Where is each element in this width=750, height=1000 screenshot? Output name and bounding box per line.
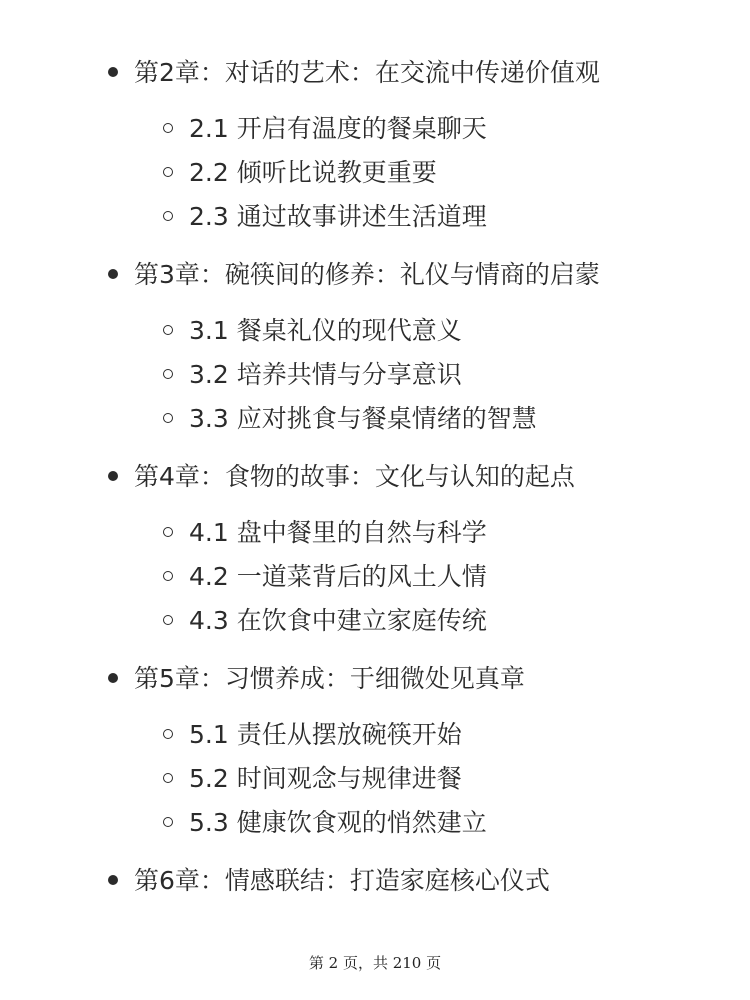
section-title: 4.3 在饮食中建立家庭传统: [189, 606, 487, 635]
chapter-title: 第3章：碗筷间的修养：礼仪与情商的启蒙: [134, 260, 600, 289]
hollow-bullet-icon: [163, 773, 173, 783]
filled-bullet-icon: [108, 471, 118, 481]
filled-bullet-icon: [108, 67, 118, 77]
chapter-title: 第2章：对话的艺术：在交流中传递价值观: [134, 58, 600, 87]
filled-bullet-icon: [108, 269, 118, 279]
section-title: 2.2 倾听比说教更重要: [189, 158, 437, 187]
chapter-title: 第4章：食物的故事：文化与认知的起点: [134, 462, 575, 491]
chapter-title: 第6章：情感联结：打造家庭核心仪式: [134, 866, 550, 895]
hollow-bullet-icon: [163, 211, 173, 221]
hollow-bullet-icon: [163, 571, 173, 581]
section-title: 5.3 健康饮食观的悄然建立: [189, 808, 487, 837]
section-title: 5.2 时间观念与规律进餐: [189, 764, 462, 793]
hollow-bullet-icon: [163, 167, 173, 177]
section-title: 4.1 盘中餐里的自然与科学: [189, 518, 487, 547]
section-title: 3.3 应对挑食与餐桌情绪的智慧: [189, 404, 537, 433]
section-title: 5.1 责任从摆放碗筷开始: [189, 720, 462, 749]
hollow-bullet-icon: [163, 729, 173, 739]
section-title: 4.2 一道菜背后的风土人情: [189, 562, 487, 591]
section-title: 3.1 餐桌礼仪的现代意义: [189, 316, 462, 345]
section-title: 2.1 开启有温度的餐桌聊天: [189, 114, 487, 143]
hollow-bullet-icon: [163, 123, 173, 133]
hollow-bullet-icon: [163, 413, 173, 423]
filled-bullet-icon: [108, 673, 118, 683]
hollow-bullet-icon: [163, 369, 173, 379]
page-number-footer: 第 2 页，共 210 页: [308, 954, 442, 972]
chapter-title: 第5章：习惯养成：于细微处见真章: [134, 664, 525, 693]
hollow-bullet-icon: [163, 817, 173, 827]
section-title: 3.2 培养共情与分享意识: [189, 360, 462, 389]
hollow-bullet-icon: [163, 325, 173, 335]
filled-bullet-icon: [108, 875, 118, 885]
section-title: 2.3 通过故事讲述生活道理: [189, 202, 487, 231]
hollow-bullet-icon: [163, 527, 173, 537]
hollow-bullet-icon: [163, 615, 173, 625]
